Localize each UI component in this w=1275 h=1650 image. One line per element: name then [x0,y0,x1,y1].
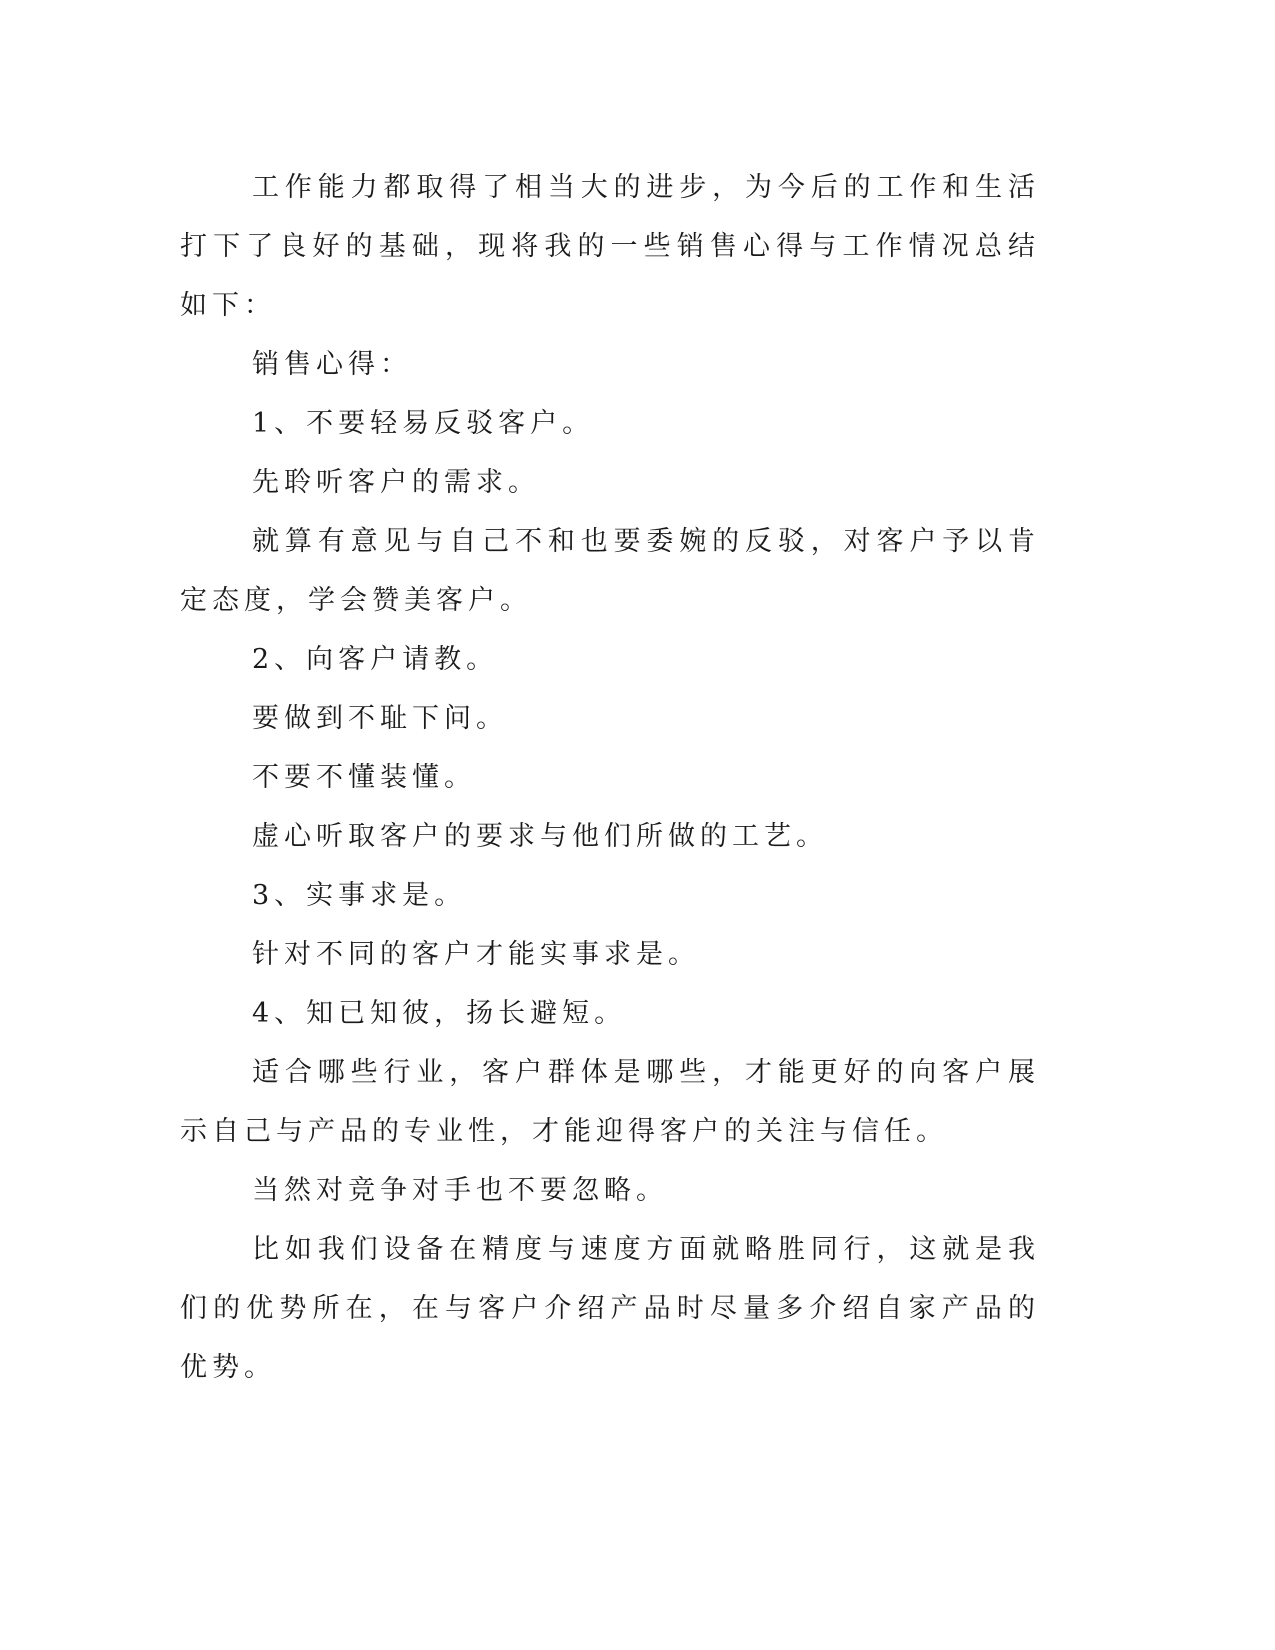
paragraph-competitors: 当然对竞争对手也不要忽略。 [252,1175,668,1206]
paragraph-listen: 先聆听客户的需求。 [252,467,540,498]
paragraph-point-4: 4、知已知彼，扬长避短。 [252,998,627,1029]
document-body [180,158,1040,1397]
paragraph-ask-humbly: 要做到不耻下问。 [252,703,508,734]
paragraph-point-1: 1、不要轻易反驳客户。 [252,408,595,439]
paragraph-point-3: 3、实事求是。 [252,880,467,911]
paragraph-tactful-rebuttal: 就算有意见与自己不和也要委婉的反驳，对客户予以肯定态度，学会赞美客户。 [180,526,1040,616]
paragraph-point-2: 2、向客户请教。 [252,644,499,675]
paragraph-industries: 适合哪些行业，客户群体是哪些，才能更好的向客户展示自己与产品的专业性，才能迎得客户的关注与信任。 [180,1057,1040,1147]
paragraph-different-customers: 针对不同的客户才能实事求是。 [252,939,700,970]
paragraph-advantages: 比如我们设备在精度与速度方面就略胜同行，这就是我们的优势所在，在与客户介绍产品时尽量多介绍自家产品的优势。 [180,1234,1040,1383]
paragraph-heading-sales-insights: 销售心得： [252,349,412,380]
paragraph-intro: 工作能力都取得了相当大的进步，为今后的工作和生活打下了良好的基础，现将我的一些销售心得与工作情况总结如下： [180,172,1040,321]
paragraph-no-pretending: 不要不懂装懂。 [252,762,476,793]
paragraph-listen-requirements: 虚心听取客户的要求与他们所做的工艺。 [252,821,828,852]
